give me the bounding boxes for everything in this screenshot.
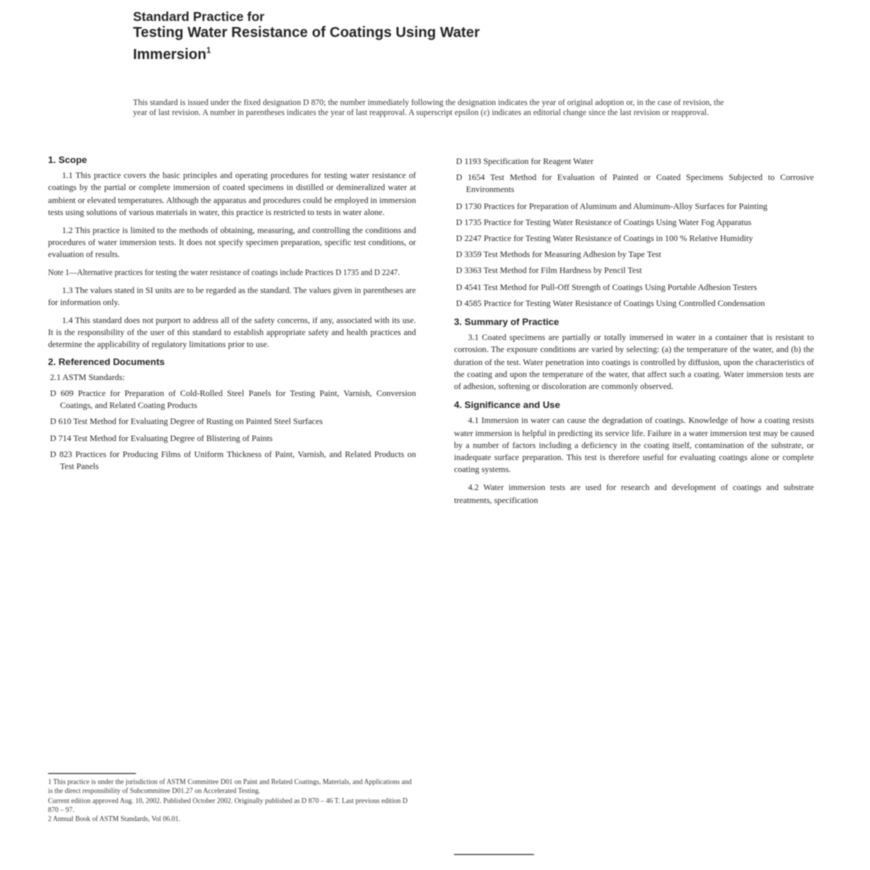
scope-paragraph-1: 1.1 This practice covers the basic principles and operating procedures for testing water resistance of coatings by the partial or complete immersion of coated specimens in distilled or demineralized water at ambient or elevated temperatures. Although the apparatus and procedures could be employed in immersion tests using solutions of various materials in water, this practice is restricted to tests in water alone. [48, 170, 416, 217]
reference-item: D 1730 Practices for Preparation of Aluminum and Aluminum-Alloy Surfaces for Painting [456, 200, 768, 211]
reference-item: D 823 Practices for Producing Films of Uniform Thickness of Paint, Varnish, and Related Products on Test Panels [50, 448, 416, 472]
title-line-2: Testing Water Resistance of Coatings Using Water [133, 25, 480, 41]
right-column [454, 155, 814, 512]
summary-paragraph-1: 3.1 Coated specimens are partially or totally immersed in water in a container that is resistant to corrosion. The exposure conditions are varied by selecting: (a) the temperature of the water, and (b) the duration of the test. Water penetration into coatings is controlled by diffusion, upon the characteristics of the coating and upon the temperature of the water, that affect such a coating. Water immersion tests are of adhesion, softening or discoloration are commonly observed. [454, 332, 814, 392]
footnote-3: 2 Annual Book of ASTM Standards, Vol 06.01. [48, 815, 181, 824]
footnotes [48, 778, 418, 824]
left-column [48, 155, 416, 476]
scope-paragraph-4: 1.4 This standard does not purport to address all of the safety concerns, if any, associated with its use. It is the responsibility of the user of this standard to establish appropriate safety and health practices and determine the applicability of regulatory limitations prior to use. [48, 315, 416, 350]
document-title [133, 8, 733, 64]
reference-item: D 1654 Test Method for Evaluation of Painted or Coated Specimens Subjected to Corrosive Environments [456, 172, 814, 195]
reference-item: D 714 Test Method for Evaluating Degree of Blistering of Paints [50, 432, 273, 443]
reference-item: D 3359 Test Methods for Measuring Adhesion by Tape Test [456, 249, 662, 260]
scope-paragraph-2: 1.2 This practice is limited to the methods of obtaining, measuring, and controlling the conditions and procedures of water immersion tests. It does not specify specimen preparation, specific test conditions, or evaluation of results. [48, 225, 416, 260]
significance-paragraph-2: 4.2 Water immersion tests are used for research and development of coatings and substrate treatments, specification [454, 482, 814, 505]
reference-item: D 3363 Test Method for Film Hardness by Pencil Test [456, 265, 642, 276]
footnote-1: 1 This practice is under the jurisdiction of ASTM Committee D01 on Paint and Related Coatings, Materials, and Applications and is the direct responsibility of Subcommittee D01.27 on Accelerated Testing. [48, 778, 412, 796]
section-referenced-documents-heading: 2. Referenced Documents [48, 356, 165, 368]
section-significance-heading: 4. Significance and Use [454, 400, 561, 412]
title-footnote-mark: 1 [206, 46, 211, 55]
reference-item: D 610 Test Method for Evaluating Degree of Rusting on Painted Steel Surfaces [50, 416, 323, 427]
footnote-divider [48, 773, 136, 774]
significance-paragraph-1: 4.1 Immersion in water can cause the degradation of coatings. Knowledge of how a coating resists water immersion is helpful in predicting its service life. Failure in a water immersion test may be caused by a number of factors including a deficiency in the coating itself, contamination of the substrate, or inadequate surface preparation. This test is therefore useful for evaluating coatings alone or complete coating systems. [454, 415, 814, 475]
footnote-divider-right [454, 854, 534, 855]
reference-item: D 1193 Specification for Reagent Water [456, 156, 594, 166]
reference-item: 2.1 ASTM Standards: [50, 371, 125, 382]
title-line-1: Standard Practice for [133, 9, 265, 24]
footnote-2: Current edition approved Aug. 10, 2002. Published October 2002. Originally published as D 870 – 46 T. Last previous edition D 870 – 97. [48, 796, 408, 814]
reference-item: D 4541 Test Method for Pull-Off Strength of Coatings Using Portable Adhesion Testers [456, 281, 757, 292]
reference-item: D 609 Practice for Preparation of Cold-Rolled Steel Panels for Testing Paint, Varnish, Conversion Coatings, and Related Coating Products [50, 388, 416, 411]
section-summary-heading: 3. Summary of Practice [454, 317, 560, 329]
section-scope-heading: 1. Scope [48, 155, 88, 166]
reference-item: D 1735 Practice for Testing Water Resistance of Coatings Using Water Fog Apparatus [456, 216, 752, 227]
standard-notice: This standard is issued under the fixed designation D 870; the number immediately following the designation indicates the year of original adoption or, in the case of revision, the year of last revision. A number in parentheses indicates the year of last reapproval. A superscript epsilon (ε) indicates an editorial change since the last revision or reapproval. [133, 98, 724, 117]
reference-item: D 2247 Practice for Testing Water Resistance of Coatings in 100 % Relative Humidity [456, 233, 753, 244]
reference-item: D 4585 Practice for Testing Water Resistance of Coatings Using Controlled Condensation [456, 297, 765, 308]
scope-note: Note 1—Alternative practices for testing the water resistance of coatings include Practices D 1735 and D 2247. [48, 267, 400, 277]
scope-paragraph-3: 1.3 The values stated in SI units are to be regarded as the standard. The values given in parentheses are for information only. [48, 284, 416, 307]
title-line-3: Immersion [133, 46, 207, 63]
